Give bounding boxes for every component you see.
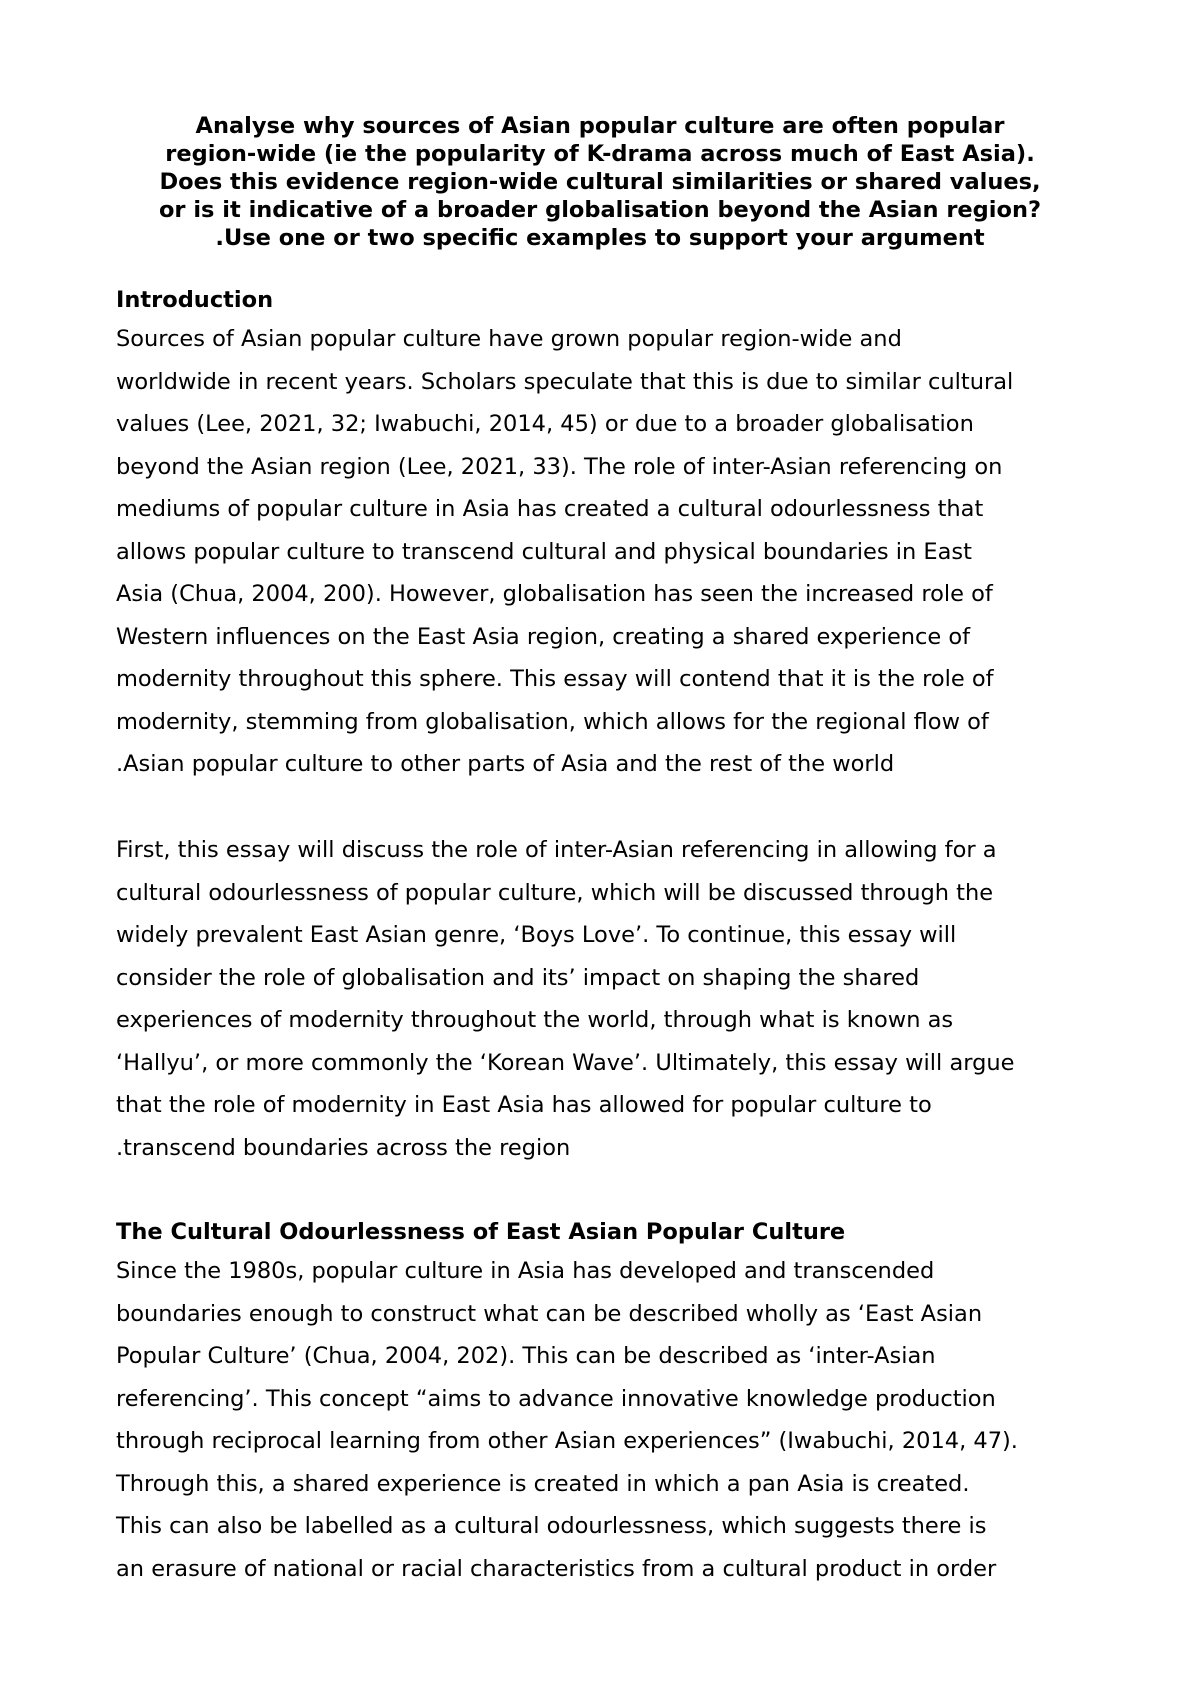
paragraph-line: .transcend boundaries across the region [116, 1134, 571, 1161]
paragraph-line: Sources of Asian popular culture have grown popular region-wide and [116, 326, 902, 352]
paragraph-line: Asia (Chua, 2004, 200). However, globalisation has seen the increased role of [116, 581, 993, 607]
introduction-heading: Introduction [116, 287, 274, 313]
title-line: or is it indicative of a broader globalisation beyond the Asian region? [158, 197, 1042, 223]
title-line: Analyse why sources of Asian popular culture are often popular [195, 113, 1005, 139]
title-line: .Use one or two specific examples to support your argument [215, 225, 985, 251]
paragraph-line: values (Lee, 2021, 32; Iwabuchi, 2014, 45) or due to a broader globalisation [116, 411, 974, 437]
paragraph-line: Since the 1980s, popular culture in Asia has developed and transcended [116, 1258, 935, 1284]
paragraph-line: This can also be labelled as a cultural odourlessness, which suggests there is [116, 1513, 987, 1539]
paragraph-line: First, this essay will discuss the role of inter-Asian referencing in allowing for a [116, 837, 997, 863]
title-line: Does this evidence region-wide cultural similarities or shared values, [159, 169, 1041, 195]
paragraph-line: ‘Hallyu’, or more commonly the ‘Korean Wave’. Ultimately, this essay will argue [116, 1049, 1015, 1076]
paragraph-line: Popular Culture’ (Chua, 2004, 202). This can be described as ‘inter-Asian [116, 1343, 936, 1369]
paragraph-line: mediums of popular culture in Asia has created a cultural odourlessness that [116, 496, 984, 522]
paragraph-line: boundaries enough to construct what can be described wholly as ‘East Asian [116, 1300, 983, 1327]
outline-paragraph [116, 829, 1116, 1169]
paragraph-line: through reciprocal learning from other Asian experiences” (Iwabuchi, 2014, 47). [116, 1428, 1018, 1454]
paragraph-line: cultural odourlessness of popular culture, which will be discussed through the [116, 879, 994, 906]
paragraph-line: consider the role of globalisation and its’ impact on shaping the shared [116, 964, 920, 991]
title-line: region-wide (ie the popularity of K-drama across much of East Asia). [165, 141, 1035, 167]
paragraph-line: widely prevalent East Asian genre, ‘Boys Love’. To continue, this essay will [116, 922, 957, 948]
paragraph-line: .Asian popular culture to other parts of Asia and the rest of the world [116, 751, 895, 777]
introduction-paragraph [116, 318, 1116, 786]
paragraph-line: modernity throughout this sphere. This essay will contend that it is the role of [116, 666, 994, 692]
paragraph-line: beyond the Asian region (Lee, 2021, 33). The role of inter-Asian referencing on [116, 453, 1003, 480]
paragraph-line: experiences of modernity throughout the world, through what is known as [116, 1007, 954, 1033]
paragraph-line: an erasure of national or racial characteristics from a cultural product in order [116, 1555, 997, 1582]
paragraph-line: Through this, a shared experience is created in which a pan Asia is created. [116, 1470, 970, 1497]
paragraph-line: modernity, stemming from globalisation, which allows for the regional flow of [116, 708, 989, 735]
section-heading-cultural-odourlessness: The Cultural Odourlessness of East Asian Popular Culture [116, 1219, 846, 1245]
paragraph-line: allows popular culture to transcend cultural and physical boundaries in East [116, 538, 972, 565]
paragraph-line: worldwide in recent years. Scholars speculate that this is due to similar cultural [116, 368, 1014, 395]
paragraph-line: Western influences on the East Asia region, creating a shared experience of [116, 623, 971, 650]
paragraph-line: that the role of modernity in East Asia has allowed for popular culture to [116, 1092, 932, 1118]
paragraph-line: referencing’. This concept “aims to advance innovative knowledge production [116, 1385, 996, 1412]
essay-question-title [110, 112, 1090, 252]
section-paragraph [116, 1250, 1116, 1590]
